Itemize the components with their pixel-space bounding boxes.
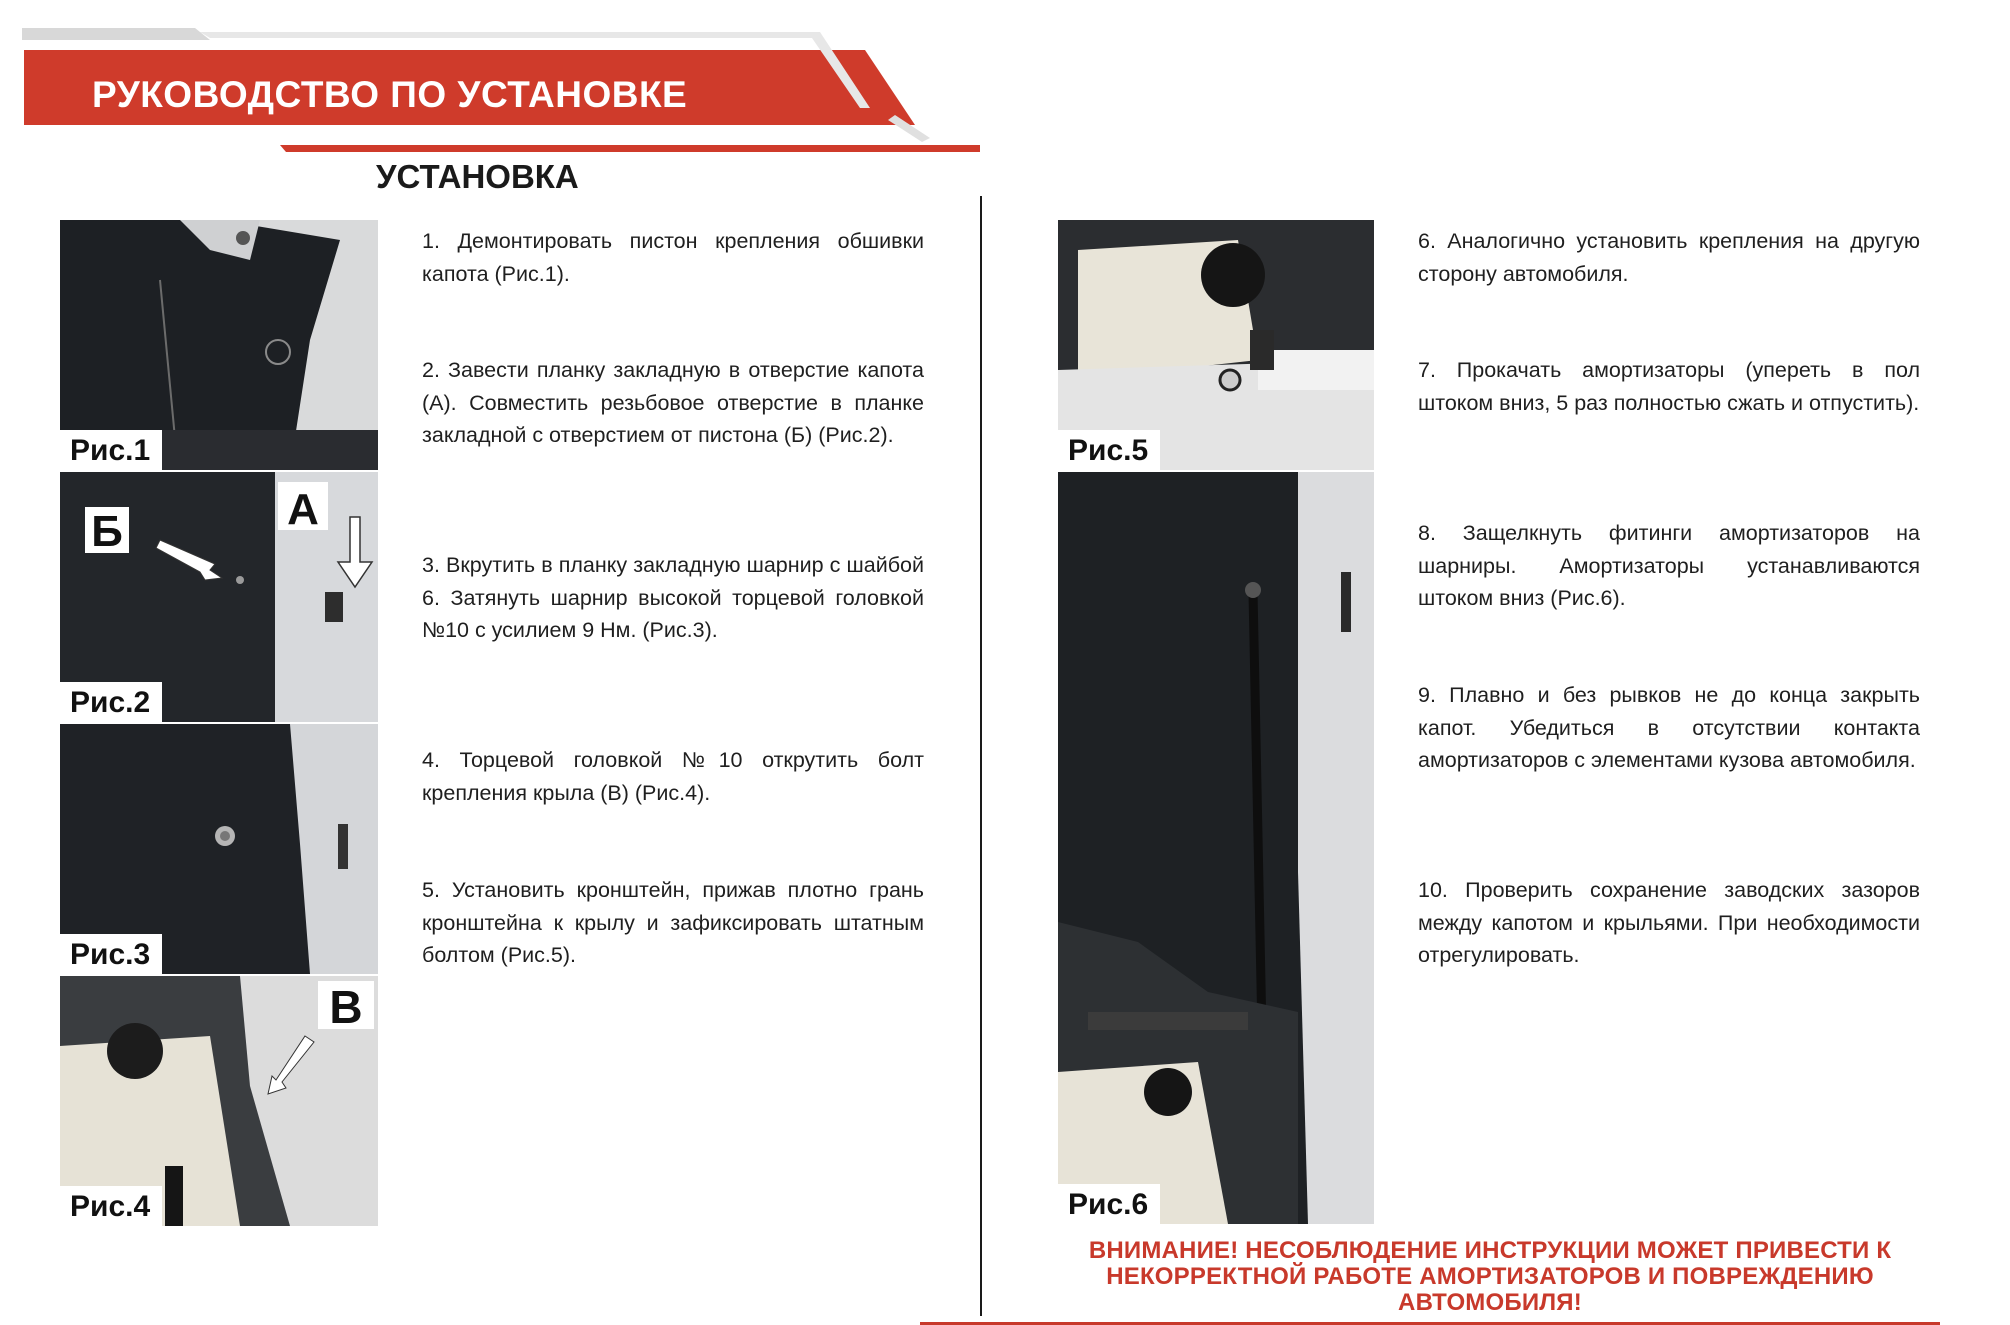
banner-title: РУКОВОДСТВО ПО УСТАНОВКЕ	[92, 74, 688, 115]
warning-text: ВНИМАНИЕ! НЕСОБЛЮДЕНИЕ ИНСТРУКЦИИ МОЖЕТ ПРИВЕСТИ К НЕКОРРЕКТНОЙ РАБОТЕ АМОРТИЗАТОРОВ И ПОВРЕЖДЕНИЮ АВТОМОБИЛЯ!	[1088, 1237, 1892, 1316]
marker-b: Б	[91, 507, 123, 556]
step-3: 3. Вкрутить в планку закладную шарнир с шайбой 6. Затянуть шарнир высокой торцевой головкой №10 с усилием 9 Нм. (Рис.3).	[422, 553, 924, 642]
figure-2-photo	[60, 472, 378, 722]
column-divider	[980, 196, 982, 1316]
figure-5-photo	[1058, 220, 1374, 470]
figure-1-photo	[60, 220, 378, 470]
step-10: 10. Проверить сохранение заводских зазоров между капотом и крыльями. При необходимости отрегулировать.	[1418, 878, 1920, 967]
figure-6-label: Рис.6	[1058, 1184, 1160, 1224]
step-8: 8. Защелкнуть фитинги амортизаторов на шарниры. Амортизаторы устанавливаются штоком вниз (Рис.6).	[1418, 521, 1920, 610]
figure-2-label: Рис.2	[60, 682, 162, 722]
figure-3-label: Рис.3	[60, 934, 162, 974]
figure-3-photo	[60, 724, 378, 974]
step-7: 7. Прокачать амортизаторы (упереть в пол штоком вниз, 5 раз полностью сжать и отпустить).	[1418, 358, 1920, 415]
figure-5-label: Рис.5	[1058, 430, 1160, 470]
figure-6-photo	[1058, 472, 1374, 1224]
section-title: УСТАНОВКА	[376, 158, 579, 195]
figure-4-label: Рис.4	[60, 1186, 162, 1226]
step-1: 1. Демонтировать пистон крепления обшивки капота (Рис.1).	[422, 229, 924, 286]
step-5: 5. Установить кронштейн, прижав плотно грань кронштейна к крылу и зафиксировать штатным болтом (Рис.5).	[422, 878, 924, 967]
step-2: 2. Завести планку закладную в отверстие капота (А). Совместить резьбовое отверстие в планке закладной с отверстием от пистона (Б) (Рис.2).	[422, 358, 924, 447]
marker-v: В	[329, 981, 363, 1033]
step-4: 4. Торцевой головкой №10 открутить болт крепления крыла (В) (Рис.4).	[422, 748, 924, 805]
figure-4-photo	[60, 976, 378, 1226]
step-9: 9. Плавно и без рывков не до конца закрыть капот. Убедиться в отсутствии контакта амортизаторов с элементами кузова автомобиля.	[1418, 683, 1920, 772]
marker-a: А	[287, 485, 319, 534]
figure-1-label: Рис.1	[60, 430, 162, 470]
step-6: 6. Аналогично установить крепления на другую сторону автомобиля.	[1418, 229, 1920, 286]
